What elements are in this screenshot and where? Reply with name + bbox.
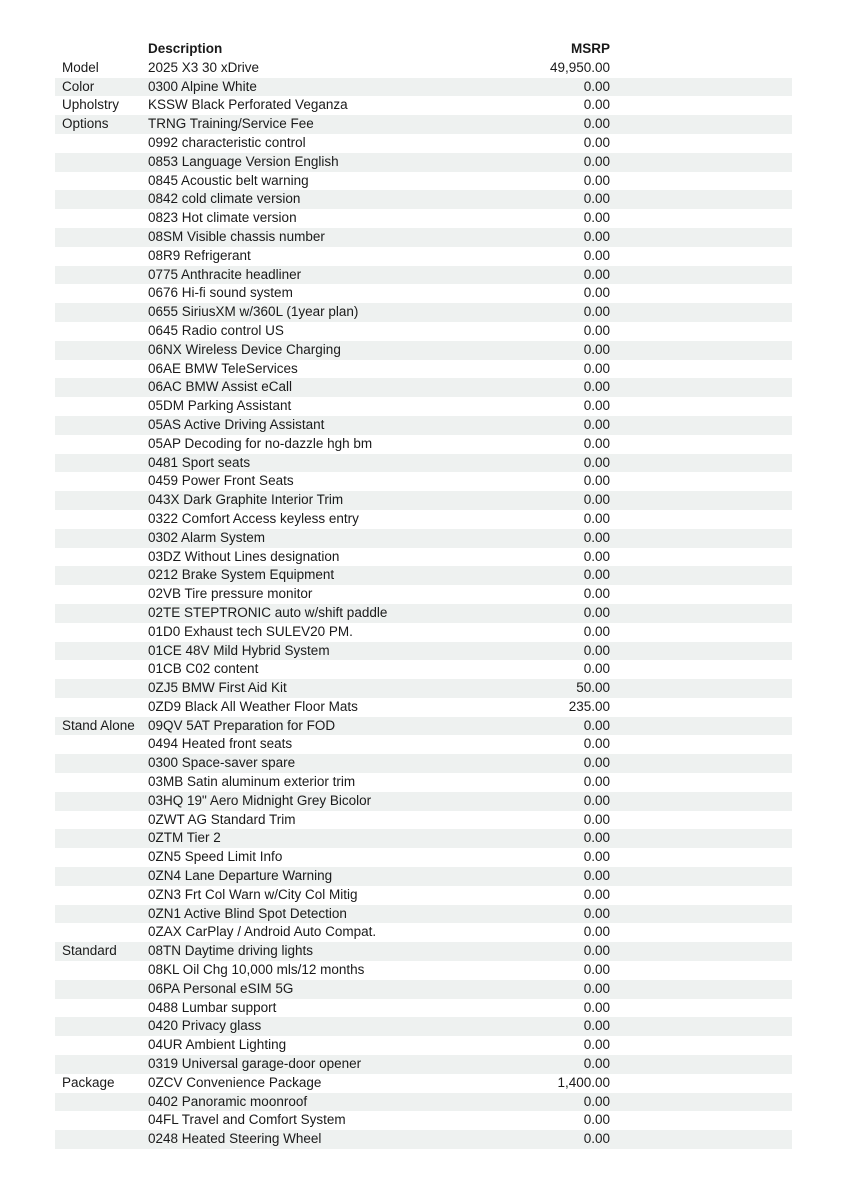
table-row: [55, 548, 792, 567]
row-description: 0420 Privacy glass: [148, 1018, 262, 1034]
row-description: 0655 SiriusXM w/360L (1year plan): [148, 304, 359, 320]
row-category-label: [55, 792, 148, 811]
row-msrp-value: 0.00: [583, 1056, 610, 1072]
table-row: [55, 1017, 792, 1036]
row-category-label: [55, 190, 148, 209]
row-category-label: [55, 698, 148, 717]
row-category-label: [55, 510, 148, 529]
row-msrp-value: 0.00: [583, 510, 610, 526]
table-row: [55, 867, 792, 886]
row-msrp-value: 0.00: [583, 454, 610, 470]
table-row: [55, 773, 792, 792]
row-category-label: [55, 754, 148, 773]
table-row: [55, 416, 792, 435]
table-row: [55, 134, 792, 153]
row-category-label: [55, 1036, 148, 1055]
table-row: [55, 754, 792, 773]
row-msrp-value: 0.00: [583, 172, 610, 188]
row-msrp-value: 0.00: [583, 943, 610, 959]
table-row: [55, 660, 792, 679]
row-category-label: [55, 472, 148, 491]
row-msrp-value: 0.00: [583, 341, 610, 357]
table-row: [55, 585, 792, 604]
row-msrp-value: 0.00: [583, 736, 610, 752]
table-row: [55, 190, 792, 209]
table-row: [55, 623, 792, 642]
row-description: 0645 Radio control US: [148, 322, 284, 338]
row-category-label: [55, 491, 148, 510]
row-category-label: [55, 886, 148, 905]
row-msrp-value: 0.00: [583, 774, 610, 790]
row-description: 05AS Active Driving Assistant: [148, 416, 325, 432]
row-category-label: [55, 679, 148, 698]
table-row: [55, 1036, 792, 1055]
table-row: [55, 78, 792, 97]
row-description: 0488 Lumbar support: [148, 999, 277, 1015]
row-category-label: [55, 378, 148, 397]
row-msrp-value: 0.00: [583, 153, 610, 169]
row-msrp-value: 0.00: [583, 905, 610, 921]
row-category-label: [55, 848, 148, 867]
row-description: 043X Dark Graphite Interior Trim: [148, 492, 344, 508]
row-description: KSSW Black Perforated Veganza: [148, 97, 348, 113]
table-row: [55, 1130, 792, 1149]
row-msrp-value: 50.00: [576, 680, 610, 696]
row-category-label: Package: [62, 1074, 115, 1090]
table-row: [55, 341, 792, 360]
row-category-label: [55, 961, 148, 980]
row-description: 0992 characteristic control: [148, 134, 306, 150]
header-msrp: MSRP: [570, 41, 610, 56]
table-row: [55, 247, 792, 266]
row-description: 05DM Parking Assistant: [148, 398, 292, 414]
row-msrp-value: 0.00: [583, 868, 610, 884]
row-description: 0ZN1 Active Blind Spot Detection: [148, 905, 347, 921]
row-description: 0ZCV Convenience Package: [148, 1074, 322, 1090]
row-description: 02TE STEPTRONIC auto w/shift paddle: [148, 604, 388, 620]
row-msrp-value: 0.00: [583, 548, 610, 564]
row-msrp-value: 0.00: [583, 191, 610, 207]
row-description: 0212 Brake System Equipment: [148, 567, 335, 583]
row-category-label: Standard: [62, 943, 117, 959]
table-row: [55, 566, 792, 585]
row-msrp-value: 0.00: [583, 492, 610, 508]
row-msrp-value: 0.00: [583, 999, 610, 1015]
row-description: 01CB C02 content: [148, 661, 259, 677]
row-category-label: [55, 1055, 148, 1074]
table-row: [55, 510, 792, 529]
row-msrp-value: 0.00: [583, 962, 610, 978]
row-description: 06AE BMW TeleServices: [148, 360, 298, 376]
row-category-label: [55, 284, 148, 303]
row-description: 0302 Alarm System: [148, 529, 266, 545]
table-row: [55, 266, 792, 285]
table-row: [55, 1111, 792, 1130]
row-description: 01CE 48V Mild Hybrid System: [148, 642, 330, 658]
row-msrp-value: 49,950.00: [549, 59, 610, 75]
table-row: [55, 284, 792, 303]
row-msrp-value: 0.00: [583, 304, 610, 320]
table-row: [55, 378, 792, 397]
row-msrp-value: 1,400.00: [557, 1074, 610, 1090]
row-category-label: [55, 735, 148, 754]
row-description: 04UR Ambient Lighting: [148, 1037, 287, 1053]
table-row: [55, 698, 792, 717]
row-msrp-value: 0.00: [583, 78, 610, 94]
table-row: [55, 604, 792, 623]
row-category-label: [55, 999, 148, 1018]
row-description: 05AP Decoding for no-dazzle hgh bm: [148, 435, 373, 451]
row-category-label: [55, 303, 148, 322]
table-row: [55, 792, 792, 811]
row-category-label: [55, 341, 148, 360]
row-description: 02VB Tire pressure monitor: [148, 586, 313, 602]
table-row: [55, 397, 792, 416]
table-row: [55, 829, 792, 848]
row-category-label: [55, 566, 148, 585]
row-description: 01D0 Exhaust tech SULEV20 PM.: [148, 623, 353, 639]
table-row: [55, 811, 792, 830]
table-row: [55, 1074, 792, 1093]
table-row: [55, 172, 792, 191]
row-category-label: [55, 867, 148, 886]
table-row: [55, 59, 792, 78]
header-category-spacer: [55, 40, 148, 59]
row-msrp-value: 0.00: [583, 134, 610, 150]
row-msrp-value: 0.00: [583, 529, 610, 545]
row-category-label: Options: [62, 116, 109, 132]
row-category-label: [55, 435, 148, 454]
row-msrp-value: 0.00: [583, 97, 610, 113]
row-msrp-value: 0.00: [583, 830, 610, 846]
row-category-label: [55, 923, 148, 942]
row-category-label: Color: [62, 78, 95, 94]
table-row: [55, 848, 792, 867]
table-row: [55, 1055, 792, 1074]
row-msrp-value: 0.00: [583, 247, 610, 263]
row-msrp-value: 235.00: [568, 698, 610, 714]
row-description: 0300 Alpine White: [148, 78, 257, 94]
row-msrp-value: 0.00: [583, 586, 610, 602]
table-header-row: [55, 40, 792, 59]
row-msrp-value: 0.00: [583, 285, 610, 301]
pricing-table: [55, 40, 792, 1149]
row-category-label: Model: [62, 59, 99, 75]
row-category-label: [55, 811, 148, 830]
row-msrp-value: 0.00: [583, 924, 610, 940]
table-row: [55, 435, 792, 454]
table-row: [55, 642, 792, 661]
row-category-label: [55, 397, 148, 416]
row-category-label: [55, 228, 148, 247]
row-description: 0402 Panoramic moonroof: [148, 1093, 308, 1109]
row-msrp-value: 0.00: [583, 1112, 610, 1128]
row-msrp-value: 0.00: [583, 604, 610, 620]
header-description: Description: [148, 41, 223, 56]
row-msrp-value: 0.00: [583, 849, 610, 865]
table-row: [55, 529, 792, 548]
row-category-label: [55, 829, 148, 848]
row-description: 0ZAX CarPlay / Android Auto Compat.: [148, 924, 377, 940]
row-msrp-value: 0.00: [583, 792, 610, 808]
table-row: [55, 961, 792, 980]
row-category-label: [55, 454, 148, 473]
row-msrp-value: 0.00: [583, 228, 610, 244]
row-description: 0481 Sport seats: [148, 454, 251, 470]
row-description: 0300 Space-saver spare: [148, 755, 296, 771]
row-description: 06NX Wireless Device Charging: [148, 341, 341, 357]
row-msrp-value: 0.00: [583, 567, 610, 583]
table-row: [55, 923, 792, 942]
row-msrp-value: 0.00: [583, 1018, 610, 1034]
row-description: 0845 Acoustic belt warning: [148, 172, 309, 188]
row-category-label: [55, 134, 148, 153]
row-description: 0842 cold climate version: [148, 191, 301, 207]
row-category-label: [55, 322, 148, 341]
row-description: 0823 Hot climate version: [148, 210, 297, 226]
row-category-label: [55, 153, 148, 172]
row-description: 08R9 Refrigerant: [148, 247, 251, 263]
row-description: 0ZWT AG Standard Trim: [148, 811, 296, 827]
row-msrp-value: 0.00: [583, 473, 610, 489]
row-category-label: Upholstry: [62, 97, 120, 113]
row-msrp-value: 0.00: [583, 623, 610, 639]
row-msrp-value: 0.00: [583, 266, 610, 282]
table-row: [55, 980, 792, 999]
table-row: [55, 999, 792, 1018]
row-category-label: [55, 416, 148, 435]
row-description: 0ZN3 Frt Col Warn w/City Col Mitig: [148, 886, 358, 902]
row-description: 0ZD9 Black All Weather Floor Mats: [148, 698, 358, 714]
table-row: [55, 679, 792, 698]
row-description: 0319 Universal garage-door opener: [148, 1056, 362, 1072]
row-description: 0ZJ5 BMW First Aid Kit: [148, 680, 287, 696]
row-category-label: [55, 172, 148, 191]
row-description: 08SM Visible chassis number: [148, 228, 325, 244]
row-category-label: [55, 247, 148, 266]
row-msrp-value: 0.00: [583, 360, 610, 376]
row-msrp-value: 0.00: [583, 416, 610, 432]
table-row: [55, 886, 792, 905]
row-category-label: [55, 905, 148, 924]
table-row: [55, 209, 792, 228]
row-category-label: [55, 604, 148, 623]
row-description: 0853 Language Version English: [148, 153, 339, 169]
table-row: [55, 115, 792, 134]
row-category-label: [55, 773, 148, 792]
row-description: 0775 Anthracite headliner: [148, 266, 302, 282]
row-category-label: [55, 1093, 148, 1112]
row-msrp-value: 0.00: [583, 811, 610, 827]
row-description: 03HQ 19" Aero Midnight Grey Bicolor: [148, 792, 372, 808]
row-description: 0ZTM Tier 2: [148, 830, 221, 846]
row-category-label: Stand Alone: [62, 717, 135, 733]
row-category-label: [55, 548, 148, 567]
row-msrp-value: 0.00: [583, 661, 610, 677]
row-category-label: [55, 1017, 148, 1036]
row-msrp-value: 0.00: [583, 642, 610, 658]
row-description: 0ZN4 Lane Departure Warning: [148, 868, 333, 884]
row-msrp-value: 0.00: [583, 379, 610, 395]
row-category-label: [55, 209, 148, 228]
table-row: [55, 491, 792, 510]
row-msrp-value: 0.00: [583, 210, 610, 226]
table-row: [55, 1093, 792, 1112]
table-body: [55, 59, 792, 1149]
row-msrp-value: 0.00: [583, 1037, 610, 1053]
row-msrp-value: 0.00: [583, 322, 610, 338]
row-msrp-value: 0.00: [583, 435, 610, 451]
table-row: [55, 153, 792, 172]
row-description: 0459 Power Front Seats: [148, 473, 294, 489]
row-description: 0322 Comfort Access keyless entry: [148, 510, 359, 526]
table-row: [55, 96, 792, 115]
table-row: [55, 228, 792, 247]
row-msrp-value: 0.00: [583, 1093, 610, 1109]
row-msrp-value: 0.00: [583, 980, 610, 996]
row-description: 0494 Heated front seats: [148, 736, 293, 752]
table-row: [55, 360, 792, 379]
row-msrp-value: 0.00: [583, 1131, 610, 1147]
row-msrp-value: 0.00: [583, 116, 610, 132]
row-description: 0ZN5 Speed Limit Info: [148, 849, 283, 865]
table-row: [55, 322, 792, 341]
table-row: [55, 905, 792, 924]
row-category-label: [55, 1130, 148, 1149]
row-category-label: [55, 660, 148, 679]
row-description: TRNG Training/Service Fee: [148, 116, 314, 132]
row-category-label: [55, 980, 148, 999]
row-description: 04FL Travel and Comfort System: [148, 1112, 346, 1128]
row-description: 0248 Heated Steering Wheel: [148, 1131, 322, 1147]
table-row: [55, 717, 792, 736]
row-category-label: [55, 266, 148, 285]
row-description: 03DZ Without Lines designation: [148, 548, 340, 564]
row-category-label: [55, 623, 148, 642]
row-description: 0676 Hi-fi sound system: [148, 285, 293, 301]
row-msrp-value: 0.00: [583, 717, 610, 733]
row-description: 08TN Daytime driving lights: [148, 943, 314, 959]
table-row: [55, 454, 792, 473]
row-category-label: [55, 529, 148, 548]
row-msrp-value: 0.00: [583, 398, 610, 414]
row-description: 06AC BMW Assist eCall: [148, 379, 293, 395]
row-category-label: [55, 585, 148, 604]
row-msrp-value: 0.00: [583, 755, 610, 771]
row-description: 08KL Oil Chg 10,000 mls/12 months: [148, 962, 365, 978]
row-description: 06PA Personal eSIM 5G: [148, 980, 294, 996]
row-category-label: [55, 360, 148, 379]
table-row: [55, 942, 792, 961]
row-description: 03MB Satin aluminum exterior trim: [148, 774, 356, 790]
row-category-label: [55, 642, 148, 661]
table-row: [55, 735, 792, 754]
row-msrp-value: 0.00: [583, 886, 610, 902]
row-description: 09QV 5AT Preparation for FOD: [148, 717, 336, 733]
row-description: 2025 X3 30 xDrive: [148, 59, 260, 75]
table-row: [55, 303, 792, 322]
table-row: [55, 472, 792, 491]
row-category-label: [55, 1111, 148, 1130]
